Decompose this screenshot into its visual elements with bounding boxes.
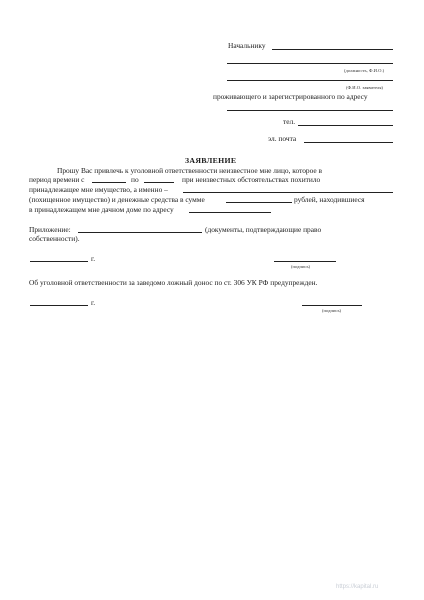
body-line-2-b: по <box>131 175 139 184</box>
address-line <box>227 110 393 111</box>
chief-name-line <box>272 49 393 50</box>
phone-label: тел. <box>283 117 296 126</box>
residence-text: проживающего и зарегистрированного по адресу <box>213 92 368 101</box>
watermark: https://kapital.ru <box>336 584 379 590</box>
false-report-warning: Об уголовной ответственности за заведомо ложный донос по ст. 306 УК РФ предупрежден. <box>29 278 318 287</box>
signature-line-1 <box>274 261 336 262</box>
body-line-4-a: (похищенное имущество) и денежные средства в сумме <box>29 195 205 204</box>
position-caption: (должность, Ф.И.О.) <box>344 68 385 73</box>
attachment-text-2: собственности). <box>29 234 80 243</box>
property-line <box>183 192 393 193</box>
position-line <box>227 63 393 64</box>
email-label: эл. почта <box>268 134 297 143</box>
body-line-3: принадлежащее мне имущество, а именно – <box>29 185 168 194</box>
year-suffix-1: г. <box>91 254 96 263</box>
signature-caption-2: (подпись) <box>322 308 342 313</box>
year-suffix-2: г. <box>91 298 96 307</box>
body-line-5: в принадлежащем мне дачном доме по адресу <box>29 205 174 214</box>
date-from-line <box>92 182 126 183</box>
attachment-line <box>78 232 202 233</box>
amount-line <box>226 202 292 203</box>
attachment-text: (документы, подтверждающие право <box>205 225 322 234</box>
applicant-caption: (Ф.И.О. заявителя) <box>346 85 383 90</box>
email-line <box>304 142 393 143</box>
to-label: Начальнику <box>228 41 266 50</box>
applicant-line <box>227 80 393 81</box>
date-line-1 <box>30 261 88 262</box>
date-line-2 <box>30 305 88 306</box>
signature-line-2 <box>302 305 362 306</box>
dacha-address-line <box>189 212 271 213</box>
date-to-line <box>144 182 174 183</box>
body-line-1: Прошу Вас привлечь к уголовной ответственности неизвестное мне лицо, которое в <box>57 166 323 175</box>
document-title: ЗАЯВЛЕНИЕ <box>185 156 237 165</box>
signature-caption-1: (подпись) <box>291 264 311 269</box>
attachment-label: Приложение: <box>29 225 71 234</box>
body-line-4-b: рублей, находившиеся <box>294 195 365 204</box>
body-line-2-a: период времени с <box>29 175 85 184</box>
body-line-2-c: при неизвестных обстоятельствах похитило <box>182 175 321 184</box>
phone-line <box>298 125 393 126</box>
